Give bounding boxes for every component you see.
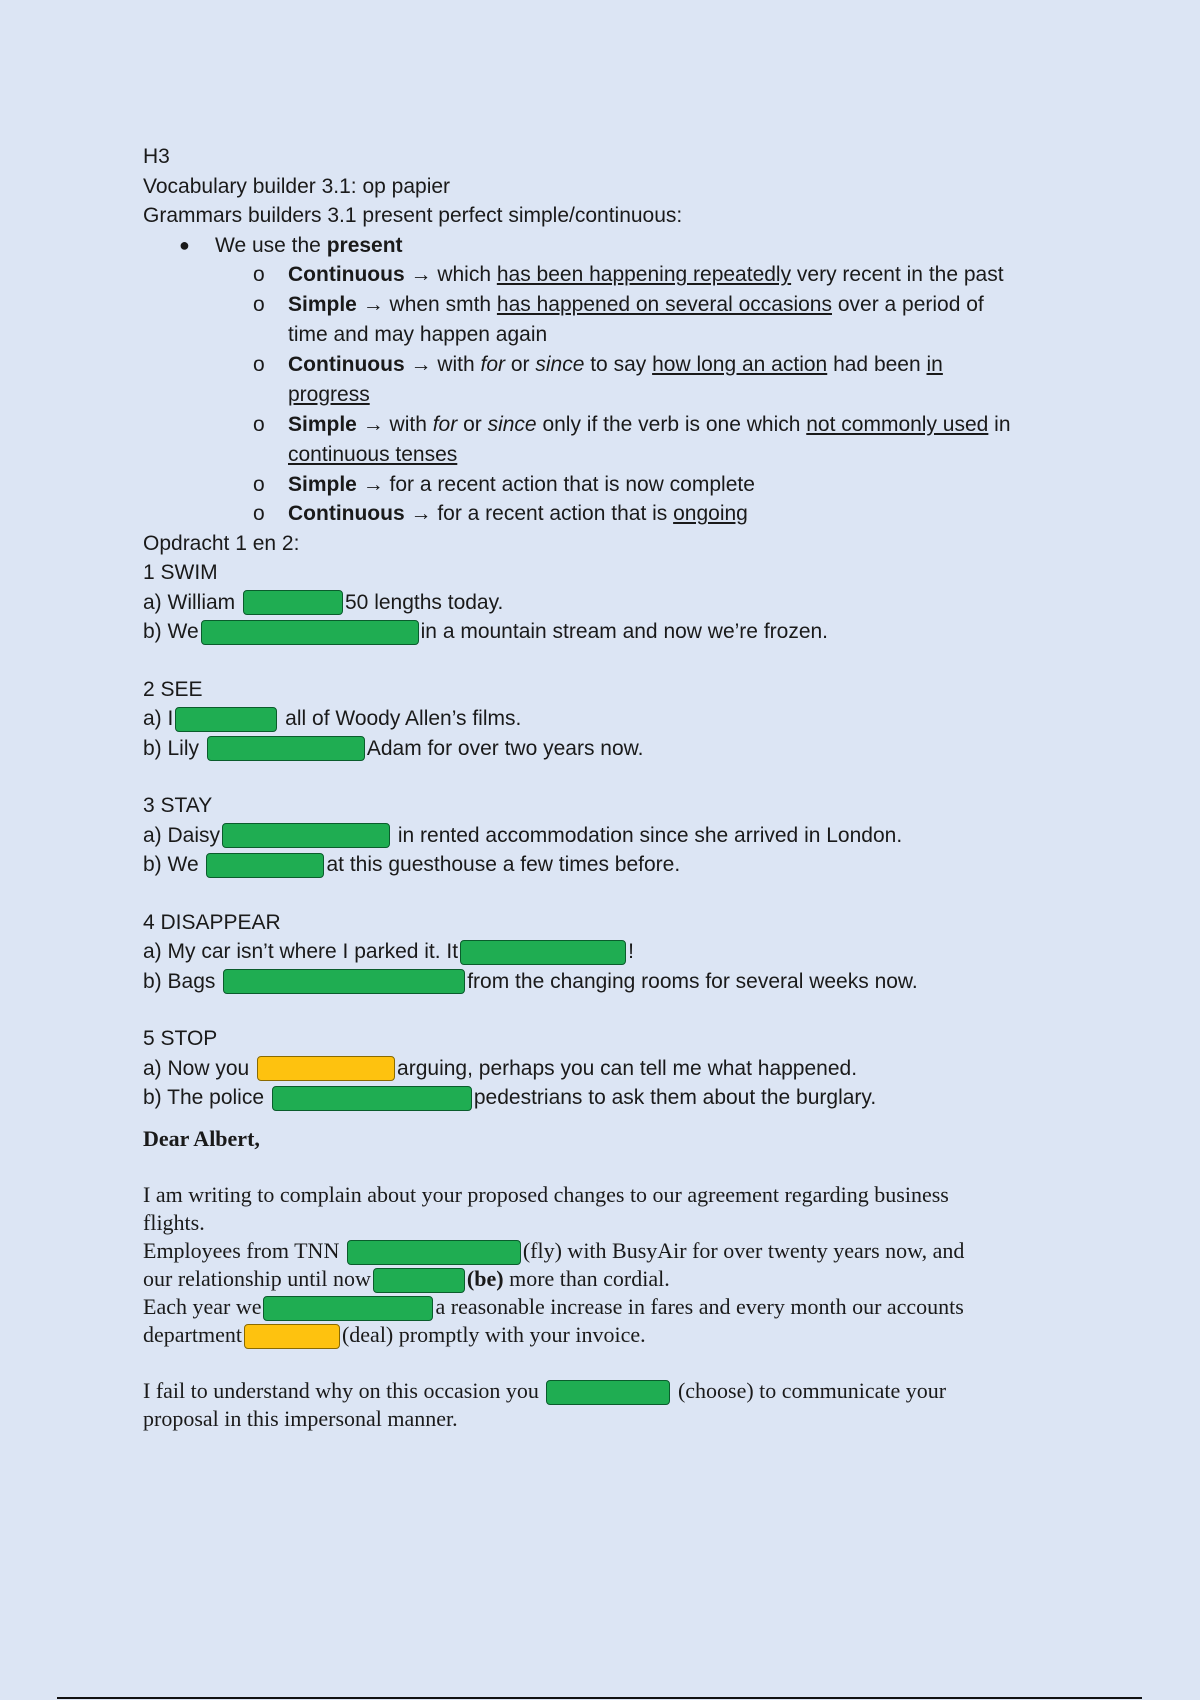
arrow-icon: → — [362, 412, 384, 436]
text-span: more than cordial. — [503, 1265, 670, 1291]
text-span: or — [457, 412, 488, 436]
text-span: a) William — [143, 590, 241, 614]
grammar-line: Grammars builders 3.1 present perfect simple/continuous: — [143, 204, 683, 227]
exercise-sentence — [143, 967, 1063, 997]
exercise-sentence — [143, 850, 1063, 880]
arrow-icon: → — [410, 502, 432, 525]
text-span: arguing, perhaps you can tell me what happened. — [397, 1056, 858, 1080]
text-span: has happened on several occasions — [496, 292, 832, 316]
text-span: b) We — [143, 620, 199, 643]
text-span: We use the — [215, 233, 327, 257]
text-span: b) We — [143, 853, 205, 876]
text-span: a) My car isn’t where I parked it. It — [143, 940, 459, 963]
sub-bullet-icon: o — [253, 412, 265, 436]
exercise-sentence — [143, 617, 1063, 647]
rule-item — [143, 260, 1063, 290]
text-span: 50 lengths today. — [345, 590, 504, 614]
text-span: how long an action — [652, 352, 828, 376]
text-span: for a recent action that is — [431, 502, 674, 525]
text-span: pedestrians to ask them about the burglary. — [473, 1086, 877, 1109]
text-span: Dear Albert, — [143, 1125, 260, 1151]
text-span: at this guesthouse a few times before. — [326, 853, 681, 876]
text-span: ongoing — [673, 502, 748, 525]
letter-text — [143, 1265, 1063, 1293]
answer-box[interactable] — [201, 620, 419, 645]
text-span: time and may happen again — [288, 322, 548, 346]
letter-text: proposal in this impersonal manner. — [143, 1405, 458, 1431]
answer-box[interactable] — [243, 590, 343, 615]
answer-box[interactable] — [175, 707, 277, 732]
text-span: b) The police — [143, 1086, 270, 1109]
text-span: since — [535, 352, 585, 376]
text-span: in — [926, 352, 943, 376]
letter-text — [143, 1293, 1063, 1321]
exercise-sentence — [143, 704, 1063, 734]
text-span: (choose) to communicate your — [672, 1377, 947, 1403]
rule-item — [143, 470, 1063, 500]
answer-box[interactable] — [263, 1296, 433, 1321]
text-span: very recent in the past — [791, 263, 1004, 286]
text-span: (fly) with BusyAir for over twenty years now, and — [522, 1237, 965, 1263]
answer-box[interactable] — [206, 853, 324, 878]
letter-salutation — [143, 1125, 1063, 1153]
text-span: Continuous — [288, 352, 405, 376]
exercise-heading: 1 SWIM — [143, 561, 218, 584]
exercise-heading: 4 DISAPPEAR — [143, 910, 281, 934]
text-span: b) Bags — [143, 969, 222, 993]
text-span: in a mountain stream and now we’re frozen. — [420, 620, 829, 643]
sub-bullet-icon: o — [253, 472, 265, 496]
text-span: Employees from TNN — [143, 1237, 345, 1263]
exercise-sentence — [143, 1083, 1063, 1113]
exercise-sentence — [143, 821, 1063, 851]
text-span: ! — [628, 940, 634, 963]
text-span: in — [988, 412, 1011, 436]
rule-item — [143, 350, 1063, 410]
exercise-sentence — [143, 588, 1063, 618]
text-span: Continuous — [288, 502, 405, 525]
text-span: only if the verb is one which — [536, 412, 807, 436]
text-span: or — [505, 352, 536, 376]
text-span: department — [143, 1321, 242, 1347]
text-span: a) Daisy — [143, 823, 221, 847]
text-span: to say — [584, 352, 653, 376]
text-span: Simple — [288, 292, 357, 316]
exercise-sentence — [143, 1054, 1063, 1084]
text-span: from the changing rooms for several weeks now. — [467, 969, 918, 993]
sub-bullet-icon: o — [253, 263, 265, 286]
exercise-heading: 2 SEE — [143, 677, 203, 701]
text-span: with — [383, 412, 433, 436]
exercise-heading: 3 STAY — [143, 794, 213, 817]
text-span: for a recent action that is now complete — [383, 472, 755, 496]
arrow-icon: → — [362, 292, 384, 316]
letter — [143, 1125, 1063, 1433]
text-span: our relationship until now — [143, 1265, 371, 1291]
text-span: for — [480, 352, 506, 376]
exercise-sentence — [143, 937, 1063, 967]
text-span: progress — [288, 382, 370, 406]
text-span: has been happening repeatedly — [496, 263, 792, 286]
text-span: Simple — [288, 472, 357, 496]
answer-box[interactable] — [546, 1380, 670, 1405]
answer-box[interactable] — [257, 1056, 395, 1081]
text-span: a) Now you — [143, 1056, 256, 1080]
text-span: since — [487, 412, 537, 436]
sub-bullet-icon: o — [253, 502, 265, 525]
text-span: (deal) promptly with your invoice. — [341, 1321, 646, 1347]
text-span: I fail to understand why on this occasion you — [143, 1377, 545, 1403]
letter-text — [143, 1321, 1063, 1349]
text-span: (be) — [466, 1265, 504, 1291]
text-span: which — [431, 263, 497, 286]
letter-text — [143, 1237, 1063, 1265]
chapter-heading: H3 — [143, 145, 170, 168]
text-span: Simple — [288, 412, 357, 436]
text-span: b) Lily — [143, 736, 205, 760]
text-span: over a period of — [832, 292, 984, 316]
rule-item — [143, 290, 1063, 350]
document-page — [143, 142, 1063, 1433]
text-span: for — [432, 412, 458, 436]
rule-item — [143, 499, 1063, 529]
answer-box[interactable] — [223, 969, 465, 994]
text-span: in rented accommodation since she arrived in London. — [392, 823, 903, 847]
text-span: when smth — [383, 292, 497, 316]
answer-box[interactable] — [244, 1324, 340, 1349]
exercise-sentence — [143, 734, 1063, 764]
text-span: a reasonable increase in fares and every month our accounts — [435, 1293, 964, 1319]
answer-box[interactable] — [373, 1268, 465, 1293]
exercise-heading: 5 STOP — [143, 1027, 218, 1050]
vocab-line: Vocabulary builder 3.1: op papier — [143, 174, 451, 198]
text-span: with — [431, 352, 481, 376]
letter-text: I am writing to complain about your proposed changes to our agreement regarding business — [143, 1181, 949, 1207]
sub-bullet-icon: o — [253, 352, 265, 376]
answer-box[interactable] — [347, 1240, 521, 1265]
rule-bullet — [143, 231, 1063, 261]
text-span: a) I — [143, 707, 174, 730]
arrow-icon: → — [410, 263, 432, 286]
text-span: all of Woody Allen’s films. — [279, 707, 522, 730]
answer-box[interactable] — [460, 940, 626, 965]
bullet-icon: ● — [179, 234, 190, 255]
text-span: Each year we — [143, 1293, 262, 1319]
exercise-title: Opdracht 1 en 2: — [143, 531, 300, 555]
text-span: Continuous — [288, 263, 405, 286]
arrow-icon: → — [410, 352, 432, 376]
text-span: had been — [827, 352, 927, 376]
letter-text: flights. — [143, 1209, 205, 1235]
answer-box[interactable] — [272, 1086, 472, 1111]
text-span: Adam for over two years now. — [366, 736, 644, 760]
sub-bullet-icon: o — [253, 292, 265, 316]
letter-text — [143, 1377, 1063, 1405]
rule-item — [143, 410, 1063, 470]
answer-box[interactable] — [207, 736, 365, 761]
arrow-icon: → — [362, 472, 384, 496]
text-span: not commonly used — [806, 412, 989, 436]
text-span: continuous tenses — [288, 442, 458, 466]
text-span: present — [326, 233, 403, 257]
page-bottom-rule — [57, 1697, 1142, 1699]
answer-box[interactable] — [222, 823, 390, 848]
